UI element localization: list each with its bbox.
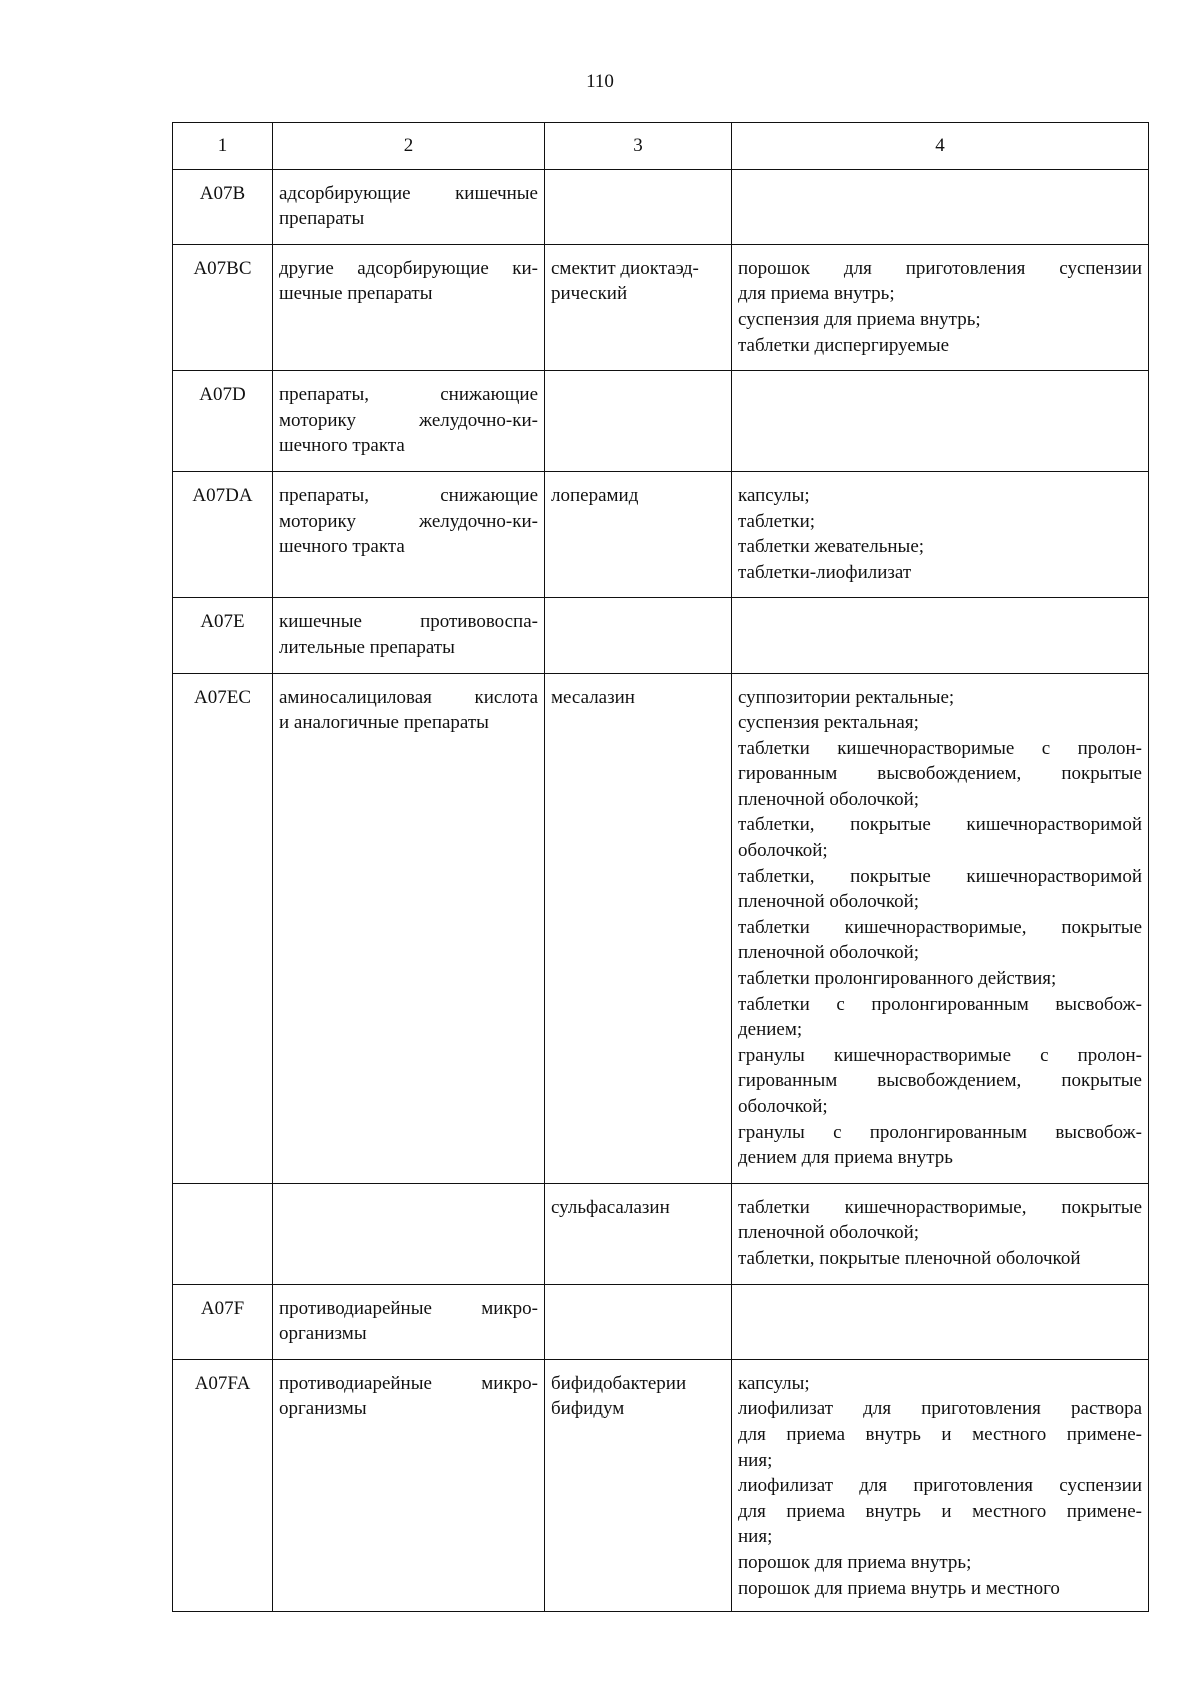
cell-text-line: и аналогичные препараты	[279, 712, 489, 734]
cell-text-line: аминосалициловая кислота	[279, 686, 538, 708]
cell-text-line: оболочкой;	[738, 1096, 828, 1117]
cell-text-line: месалазин	[551, 686, 635, 708]
cell-text-line: гированным высвобождением, покрытые	[738, 763, 1142, 785]
cell-text-line: порошок для приема внутрь и местного	[738, 1577, 1060, 1599]
cell-text-line: лоперамид	[551, 484, 639, 506]
cell-text-line: лиофилизат для приготовления суспензии	[738, 1475, 1142, 1497]
group-name-cell	[273, 1183, 545, 1284]
cell-text-line: таблетки кишечнорастворимые, покрытые	[738, 916, 1142, 938]
cell-text-line: шечного тракта	[279, 435, 405, 457]
cell-text-line: суппозитории ректальные;	[738, 686, 955, 708]
table-row	[173, 169, 1149, 244]
column-header-3: 3	[545, 123, 732, 170]
group-name-cell	[273, 169, 545, 244]
table-row	[173, 244, 1149, 370]
group-name-cell	[273, 673, 545, 1183]
substance-cell	[545, 673, 732, 1183]
cell-text-line: для приема внутрь;	[738, 283, 895, 305]
group-name-cell	[273, 1284, 545, 1359]
cell-text-line: моторику желудочно-ки-	[279, 409, 538, 431]
cell-text-line: противодиарейные микро-	[279, 1372, 538, 1394]
cell-text-line: порошок для приема внутрь;	[738, 1551, 972, 1573]
cell-text-line: бифидобактерии	[551, 1372, 687, 1394]
atc-code-cell: A07F	[173, 1284, 273, 1359]
table-header-row	[173, 123, 1149, 170]
cell-text-line: для приема внутрь и местного примене-	[738, 1423, 1142, 1445]
cell-text-line: шечные препараты	[279, 283, 433, 305]
cell-text-line: организмы	[279, 1323, 367, 1345]
cell-text-line: смектит диоктаэд-	[551, 257, 699, 279]
atc-code-cell: A07D	[173, 371, 273, 472]
cell-text-line: моторику желудочно-ки-	[279, 510, 538, 532]
cell-text-line: противодиарейные микро-	[279, 1297, 538, 1319]
cell-text-line: суспензия ректальная;	[738, 712, 919, 734]
cell-text-line: лительные препараты	[279, 636, 455, 658]
cell-text-line: дением для приема внутрь	[738, 1147, 953, 1169]
table-row	[173, 673, 1149, 1183]
substance-cell	[545, 244, 732, 370]
cell-text-line: гранулы кишечнорастворимые с пролон-	[738, 1044, 1142, 1066]
atc-code-cell	[173, 1183, 273, 1284]
dosage-forms-cell	[732, 371, 1149, 472]
group-name-cell	[273, 244, 545, 370]
cell-text-line: таблетки жевательные;	[738, 536, 925, 558]
cell-text-line: таблетки пролонгированного действия;	[738, 968, 1057, 990]
page-number: 110	[586, 71, 614, 92]
column-header-1: 1	[173, 123, 273, 170]
cell-text-line: таблетки кишечнорастворимые, покрытые	[738, 1196, 1142, 1218]
cell-text-line: адсорбирующие кишечные	[279, 182, 538, 204]
cell-text-line: дением;	[738, 1019, 803, 1041]
cell-text-line: пленочной оболочкой;	[738, 942, 920, 964]
cell-text-line: таблетки диспергируемые	[738, 334, 950, 356]
cell-text-line: суспензия для приема внутрь;	[738, 308, 981, 330]
cell-text-line: пленочной оболочкой;	[738, 788, 920, 810]
substance-cell	[545, 1359, 732, 1611]
dosage-forms-cell	[732, 598, 1149, 673]
cell-text-line: капсулы;	[738, 1372, 810, 1394]
cell-text-line: оболочкой;	[738, 840, 828, 862]
cell-text-line: препараты, снижающие	[279, 384, 538, 406]
atc-code-cell: A07B	[173, 169, 273, 244]
group-name-cell	[273, 371, 545, 472]
cell-text-line: таблетки с пролонгированным высвобож-	[738, 993, 1142, 1015]
cell-text-line: пленочной оболочкой;	[738, 891, 920, 913]
atc-code-cell: A07DA	[173, 471, 273, 597]
group-name-cell	[273, 1359, 545, 1611]
table-row	[173, 471, 1149, 597]
table-row	[173, 1359, 1149, 1611]
atc-code-cell: A07EC	[173, 673, 273, 1183]
substance-cell	[545, 471, 732, 597]
cell-text-line: препараты	[279, 208, 365, 230]
cell-text-line: таблетки кишечнорастворимые с пролон-	[738, 737, 1142, 759]
dosage-forms-cell	[732, 1284, 1149, 1359]
cell-text-line: таблетки, покрытые кишечнорастворимой	[738, 865, 1142, 887]
table-row	[173, 1183, 1149, 1284]
cell-text-line: шечного тракта	[279, 536, 405, 558]
cell-text-line: таблетки;	[738, 510, 816, 532]
substance-cell	[545, 1183, 732, 1284]
cell-text-line: сульфасалазин	[551, 1196, 670, 1218]
cell-text-line: другие адсорбирующие ки-	[279, 257, 538, 279]
column-header-2: 2	[273, 123, 545, 170]
column-header-4: 4	[732, 123, 1149, 170]
substance-cell	[545, 598, 732, 673]
cell-text-line: бифидум	[551, 1398, 625, 1420]
atc-code-cell: A07E	[173, 598, 273, 673]
dosage-forms-cell	[732, 1183, 1149, 1284]
cell-text-line: гранулы с пролонгированным высвобож-	[738, 1121, 1142, 1143]
cell-text-line: лиофилизат для приготовления раствора	[738, 1398, 1142, 1420]
substance-cell	[545, 169, 732, 244]
cell-text-line: гированным высвобождением, покрытые	[738, 1070, 1142, 1092]
cell-text-line: для приема внутрь и местного примене-	[738, 1500, 1142, 1522]
dosage-forms-cell	[732, 244, 1149, 370]
group-name-cell	[273, 598, 545, 673]
substance-cell	[545, 371, 732, 472]
table-row	[173, 1284, 1149, 1359]
table-row	[173, 371, 1149, 472]
cell-text-line: таблетки-лиофилизат	[738, 561, 912, 583]
cell-text-line: таблетки, покрытые пленочной оболочкой	[738, 1247, 1081, 1269]
dosage-forms-cell	[732, 169, 1149, 244]
cell-text-line: порошок для приготовления суспензии	[738, 257, 1142, 279]
table-row	[173, 598, 1149, 673]
substance-cell	[545, 1284, 732, 1359]
dosage-forms-cell	[732, 673, 1149, 1183]
atc-code-cell: A07BC	[173, 244, 273, 370]
cell-text-line: пленочной оболочкой;	[738, 1222, 920, 1244]
cell-text-line: кишечные противовоспа-	[279, 611, 538, 633]
cell-text-line: ния;	[738, 1449, 773, 1471]
dosage-forms-cell	[732, 1359, 1149, 1611]
cell-text-line: капсулы;	[738, 484, 810, 506]
cell-text-line: таблетки, покрытые кишечнорастворимой	[738, 814, 1142, 836]
group-name-cell	[273, 471, 545, 597]
cell-text-line: рический	[551, 283, 628, 305]
atc-code-cell: A07FA	[173, 1359, 273, 1611]
dosage-forms-cell	[732, 471, 1149, 597]
cell-text-line: ния;	[738, 1526, 773, 1548]
table-body	[173, 169, 1149, 1612]
cell-text-line: организмы	[279, 1398, 367, 1420]
drug-table	[172, 122, 1149, 1612]
cell-text-line: препараты, снижающие	[279, 484, 538, 506]
